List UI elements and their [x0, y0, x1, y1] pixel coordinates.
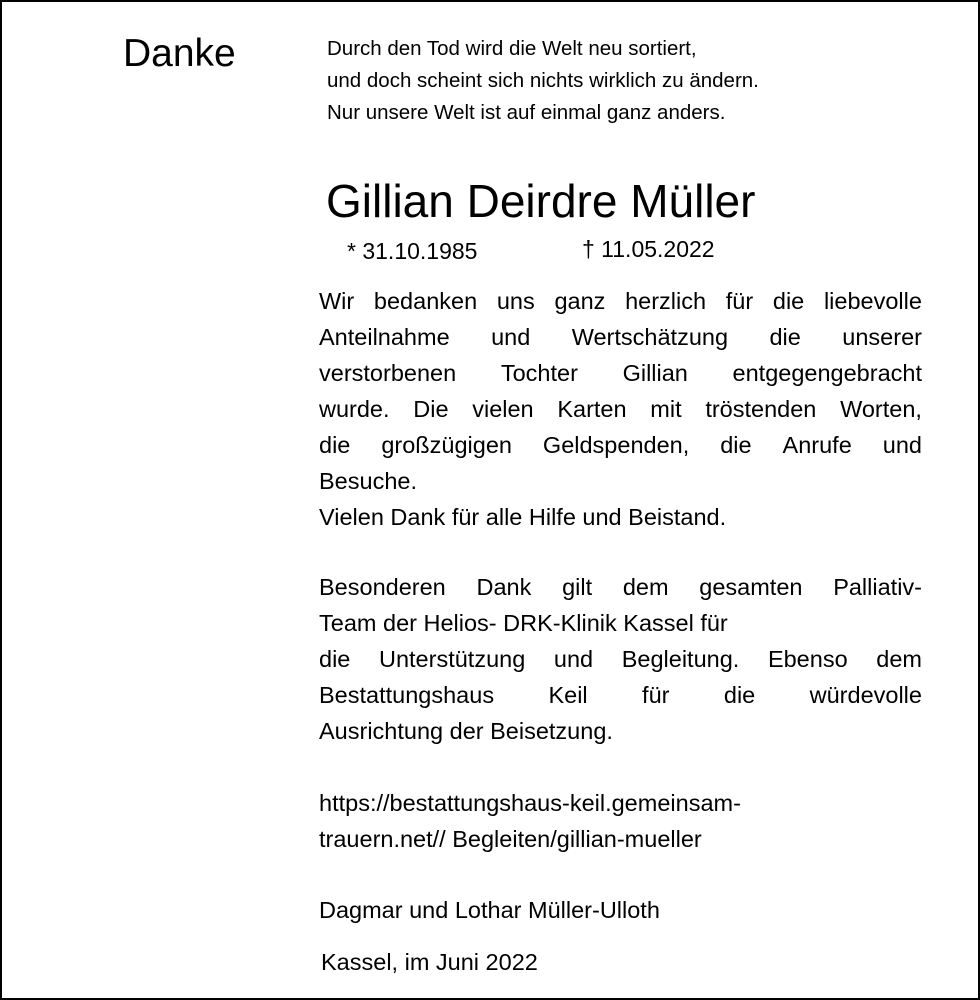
word: die: [772, 288, 805, 314]
word: Tochter: [500, 360, 578, 386]
word: Wir: [319, 288, 355, 314]
word: unserer: [842, 324, 922, 350]
word: Dank: [476, 574, 532, 600]
body-line-12: Ausrichtung der Beisetzung.: [319, 718, 613, 744]
link-line-1: https://bestattungshaus-keil.gemeinsam-: [319, 790, 741, 816]
word: Gillian: [622, 360, 688, 386]
poem-line-1: Durch den Tod wird die Welt neu sortiert,: [327, 37, 697, 60]
body-line-8: [319, 572, 922, 602]
word: gesamten: [699, 574, 803, 600]
word: herzlich: [625, 288, 707, 314]
body-line-10: [319, 644, 922, 674]
word: die: [723, 682, 756, 708]
word: wurde.: [319, 396, 390, 422]
word: Unterstützung: [378, 646, 526, 672]
word: die: [769, 324, 801, 350]
word: verstorbenen: [319, 360, 457, 386]
body-line-11: [319, 680, 922, 710]
word: liebevolle: [823, 288, 922, 314]
word: mit: [650, 396, 682, 422]
word: die: [319, 646, 351, 672]
word: Anteilnahme: [319, 324, 450, 350]
link-line-2: trauern.net// Begleiten/gillian-mueller: [319, 826, 702, 852]
word: tröstenden: [705, 396, 817, 422]
body-line-6: Besuche.: [319, 468, 417, 494]
body-line-2: [319, 322, 922, 352]
body-line-4: [319, 394, 922, 424]
word: entgegengebracht: [732, 360, 922, 386]
word: Geldspenden,: [542, 432, 690, 458]
deceased-name: Gillian Deirdre Müller: [326, 175, 756, 227]
word: würdevolle: [809, 682, 922, 708]
word: ganz: [554, 288, 606, 314]
word: Die: [413, 396, 449, 422]
signature: Dagmar und Lothar Müller-Ulloth: [319, 897, 660, 923]
word: für: [642, 682, 670, 708]
death-date: † 11.05.2022: [582, 236, 715, 262]
word: Wertschätzung: [571, 324, 729, 350]
word: Besonderen: [319, 574, 446, 600]
word: und: [882, 432, 922, 458]
word: Worten,: [840, 396, 922, 422]
word: bedanken: [373, 288, 478, 314]
body-line-1: [319, 286, 922, 316]
poem-line-3: Nur unsere Welt ist auf einmal ganz anders.: [327, 101, 726, 124]
place-date: Kassel, im Juni 2022: [321, 949, 538, 975]
poem-line-2: und doch scheint sich nichts wirklich zu ändern.: [327, 69, 759, 92]
word: Bestattungshaus: [319, 682, 495, 708]
body-line-9: Team der Helios- DRK-Klinik Kassel für: [319, 610, 728, 636]
word: Keil: [548, 682, 588, 708]
word: uns: [496, 288, 535, 314]
word: Karten: [557, 396, 627, 422]
word: und: [553, 646, 594, 672]
word: und: [491, 324, 531, 350]
danke-heading: Danke: [123, 32, 236, 75]
word: gilt: [562, 574, 593, 600]
word: dem: [622, 574, 669, 600]
body-line-3: [319, 358, 922, 388]
body-line-7: Vielen Dank für alle Hilfe und Beistand.: [319, 504, 727, 530]
word: dem: [876, 646, 922, 672]
birth-date: * 31.10.1985: [347, 238, 478, 264]
word: die: [720, 432, 752, 458]
word: vielen: [472, 396, 534, 422]
word: Palliativ-: [833, 574, 922, 600]
word: die: [319, 432, 351, 458]
word: Ebenso: [767, 646, 848, 672]
body-line-5: [319, 430, 922, 460]
word: großzügigen: [381, 432, 512, 458]
word: Anrufe: [782, 432, 852, 458]
word: für: [725, 288, 754, 314]
word: Begleitung.: [621, 646, 740, 672]
